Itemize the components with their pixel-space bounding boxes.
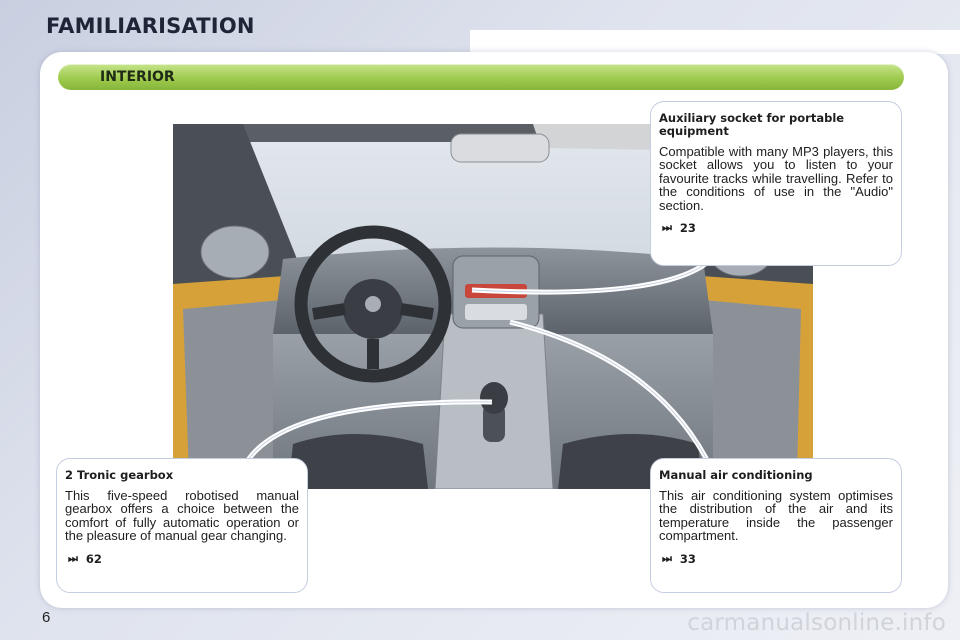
callout-title: 2 Tronic gearbox bbox=[65, 468, 174, 482]
page-title: FAMILIARISATION bbox=[46, 14, 255, 38]
page-reference[interactable] bbox=[659, 221, 893, 235]
page-reference-number: 33 bbox=[679, 551, 696, 566]
callout-body: This five-speed robotised manual gearbox offers a choice between the comfort of fully automatic operation or the pleasure of manual gear changing. bbox=[65, 488, 299, 544]
page-link-icon: ⏭ bbox=[662, 551, 672, 565]
page-reference-number: 62 bbox=[85, 551, 102, 566]
section-banner bbox=[58, 64, 904, 90]
callout-2-tronic-gearbox bbox=[56, 458, 308, 593]
page-reference[interactable] bbox=[65, 552, 299, 566]
watermark: carmanualsonline.info bbox=[687, 610, 946, 636]
page-reference-number: 23 bbox=[679, 221, 696, 236]
callout-title: Manual air conditioning bbox=[659, 468, 813, 482]
section-banner-label: INTERIOR bbox=[100, 69, 175, 85]
callout-title: Auxiliary socket for portable equipment bbox=[659, 111, 845, 138]
callout-body: Compatible with many MP3 players, this socket allows you to listen to your favourite tracks while travelling. Refer to the conditions of use in the "Audio" section. bbox=[659, 144, 893, 213]
page-link-icon: ⏭ bbox=[68, 551, 78, 565]
page-link-icon: ⏭ bbox=[662, 221, 672, 235]
callout-manual-air-conditioning bbox=[650, 458, 902, 593]
page-number: 6 bbox=[42, 609, 51, 626]
page-tab-edge bbox=[470, 30, 960, 54]
callout-body: This air conditioning system optimises the distribution of the air and its temperature inside the passenger compartment. bbox=[659, 488, 893, 544]
page-reference[interactable] bbox=[659, 552, 893, 566]
callout-auxiliary-socket bbox=[650, 101, 902, 266]
